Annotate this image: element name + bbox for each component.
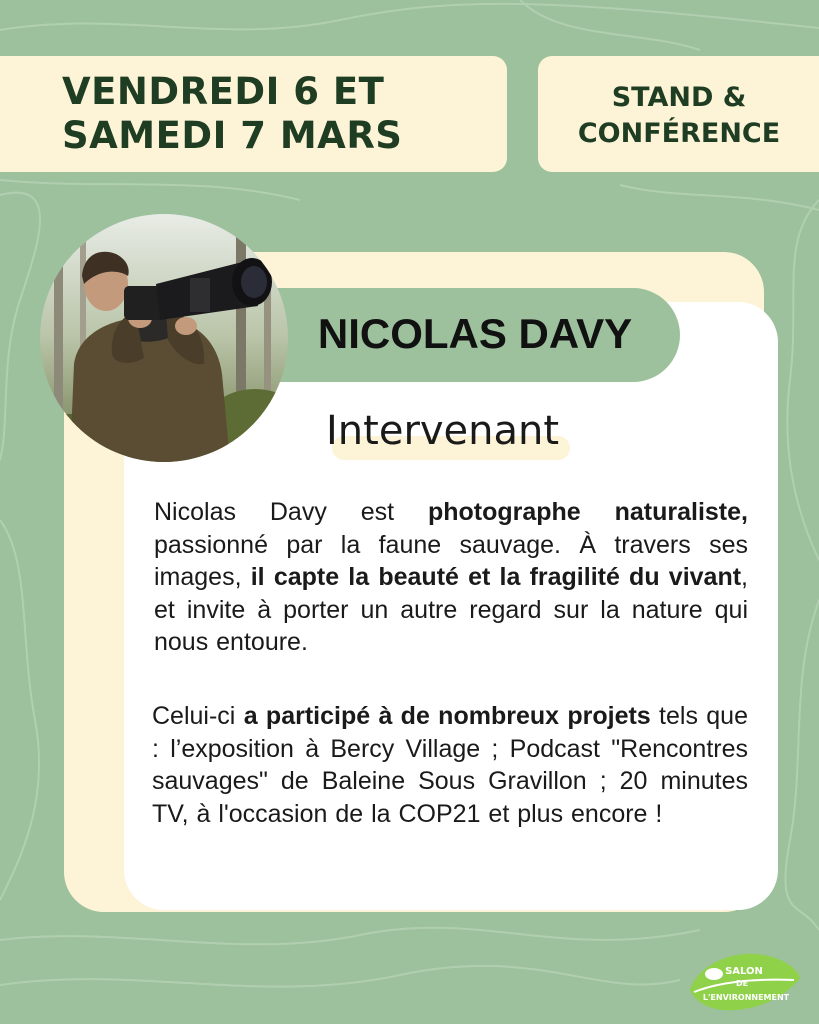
logo-line-3: L'ENVIRONNEMENT bbox=[702, 993, 790, 1002]
date-line-2: SAMEDI 7 MARS bbox=[62, 114, 403, 157]
event-type-line-1: STAND & bbox=[611, 82, 747, 113]
event-type-line-2: CONFÉRENCE bbox=[577, 118, 781, 149]
speaker-role: Intervenant bbox=[326, 408, 560, 454]
logo-line-2: DE bbox=[735, 979, 749, 988]
date-line-1: VENDREDI 6 ET bbox=[62, 70, 385, 113]
bio-1-text-a: Nicolas Davy est bbox=[154, 498, 428, 526]
event-type-banner bbox=[538, 56, 819, 172]
photographer-with-telephoto-lens-image bbox=[40, 214, 288, 462]
logo-line-1: SALON bbox=[725, 966, 763, 977]
salon-environnement-logo bbox=[684, 944, 804, 1018]
bio-1-bold-a: photographe naturaliste, bbox=[427, 498, 748, 526]
bio-2-text-a: Celui-ci bbox=[152, 702, 244, 730]
bio-1-text-b: passionné par la faune sauvage. À travers ses images, bbox=[154, 530, 748, 591]
date-banner bbox=[0, 56, 507, 172]
bio-paragraph-2 bbox=[152, 700, 748, 830]
speaker-photo bbox=[40, 214, 288, 462]
bio-2-bold-a: a participé à de nombreux projets bbox=[243, 702, 651, 730]
bio-1-bold-b: il capte la beauté et la fragilité du vivant bbox=[250, 563, 742, 591]
speaker-name: NICOLAS DAVY bbox=[317, 310, 633, 357]
bio-1-text-c: , et invite à porter un autre regard sur la nature qui nous entoure. bbox=[154, 563, 748, 656]
bio-2-text-b: tels que : l’exposition à Bercy Village ; Podcast "Rencontres sauvages" de Baleine Sous Gravillon ; 20 minutes TV, à l'occasion de la COP21 et plus encore ! bbox=[152, 702, 748, 828]
bio-paragraph-1 bbox=[154, 496, 748, 659]
